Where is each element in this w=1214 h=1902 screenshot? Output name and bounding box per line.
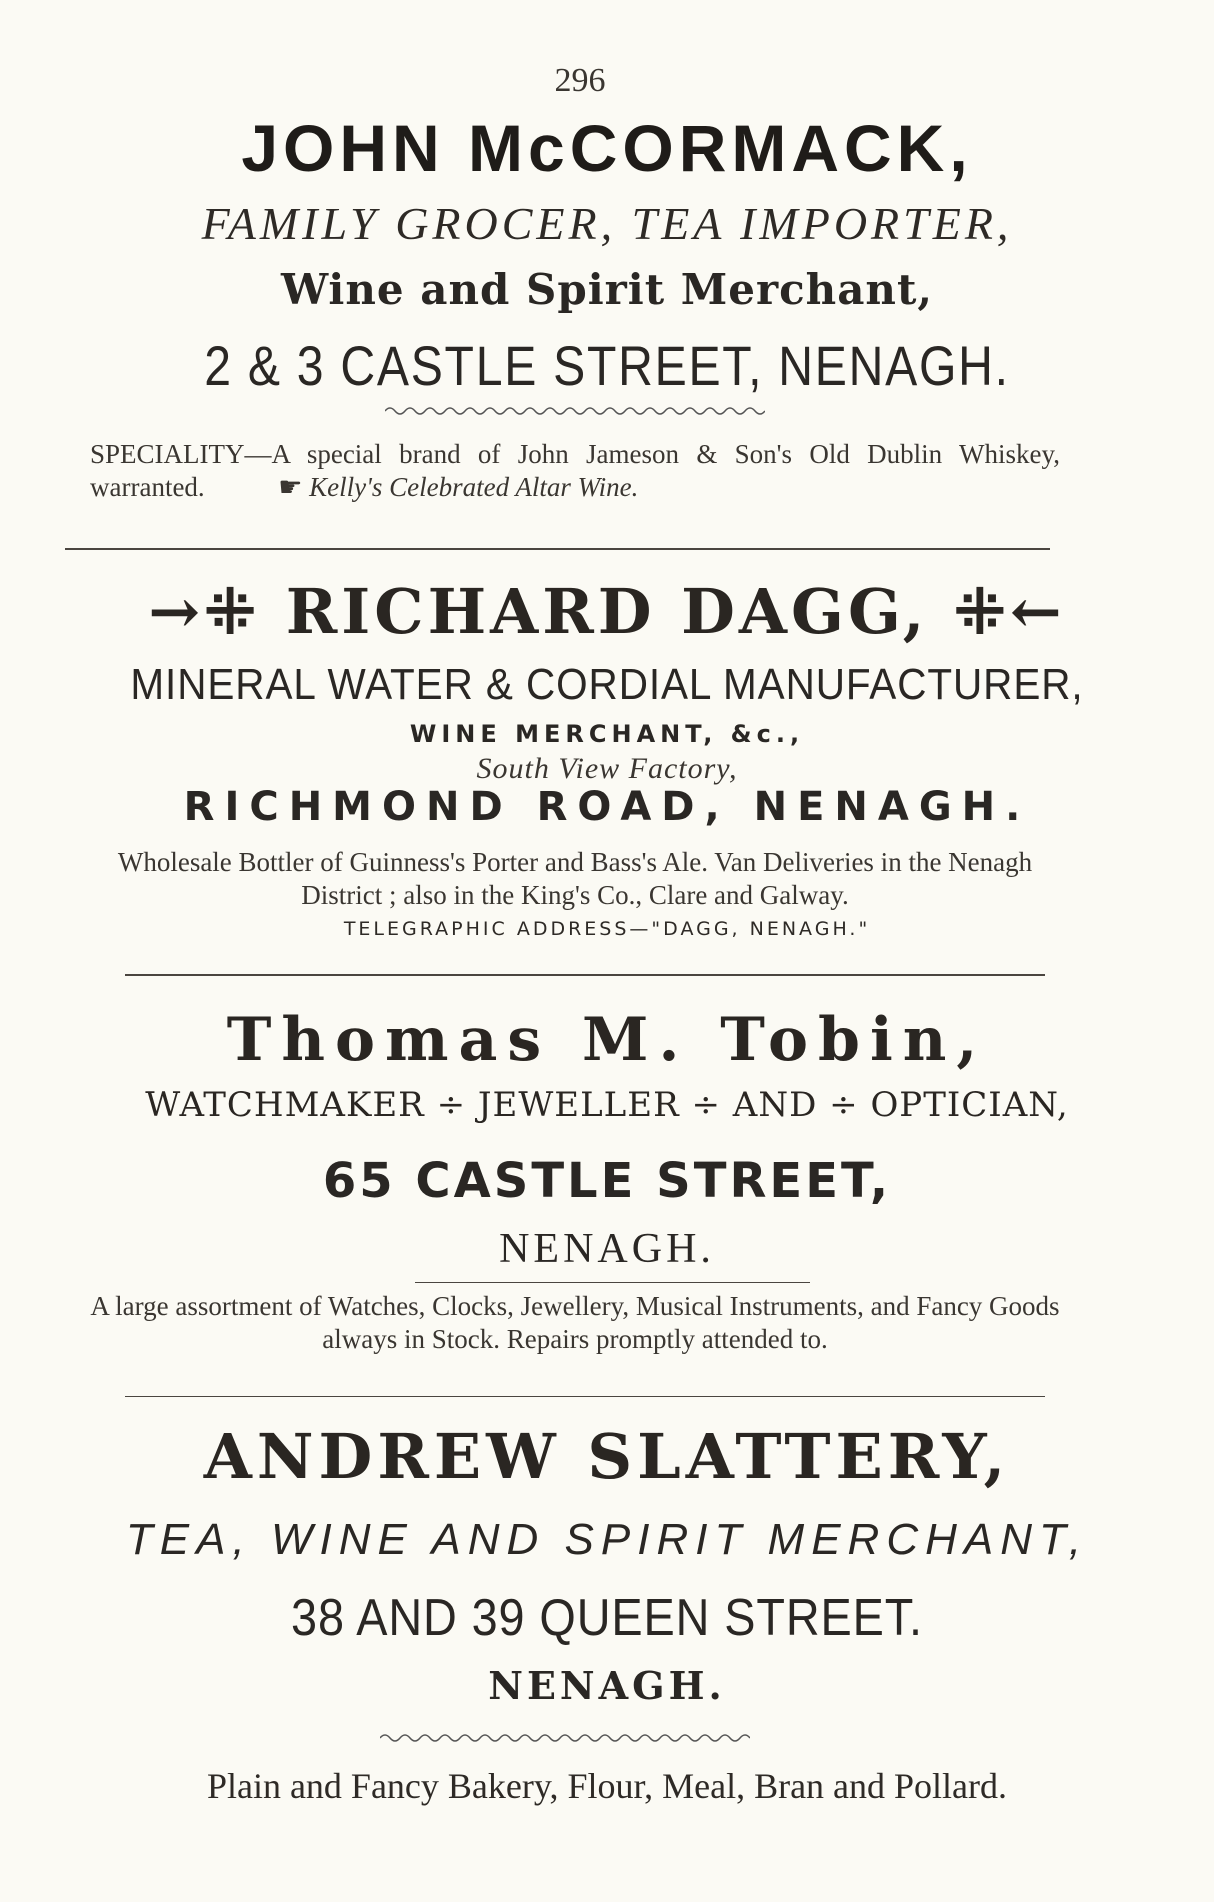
- ad4-footer: Plain and Fancy Bakery, Flour, Meal, Bran and Pollard.: [206, 1766, 1008, 1806]
- ad1-subtitle-2: Wine and Spirit Merchant,: [281, 265, 933, 314]
- ad3-body: A large assortment of Watches, Clocks, Jewellery, Musical Instruments, and Fancy Goods always in Stock. Repairs promptly attended to.: [90, 1291, 1060, 1354]
- ad2-wine-merchant: WINE MERCHANT, &c.,: [409, 720, 805, 748]
- ad2-factory: South View Factory,: [476, 752, 738, 785]
- ad3-short-rule: [415, 1282, 810, 1283]
- page-number: 296: [554, 62, 606, 99]
- ad1-subtitle: FAMILY GROCER, TEA IMPORTER,: [201, 198, 1013, 249]
- ad1-body-italic: Kelly's Celebrated Altar Wine.: [309, 472, 639, 502]
- ad4-address: 38 AND 39 QUEEN STREET.: [291, 1589, 923, 1647]
- ad1-name: JOHN McCORMACK,: [241, 111, 973, 185]
- ad2-name: →⁜ RICHARD DAGG, ⁜←: [148, 575, 1066, 648]
- divider-3: [125, 1396, 1045, 1397]
- ad3-trade: WATCHMAKER ÷ JEWELLER ÷ AND ÷ OPTICIAN,: [145, 1085, 1069, 1125]
- ad1-body: [90, 438, 1060, 504]
- ad4-name: ANDREW SLATTERY,: [203, 1420, 1011, 1493]
- ad3-town: NENAGH.: [499, 1226, 715, 1272]
- divider-2: [125, 974, 1045, 976]
- ad3-name: Thomas M. Tobin,: [226, 1005, 988, 1075]
- divider-1: [65, 548, 1050, 550]
- ad4-subtitle: TEA, WINE AND SPIRIT MERCHANT,: [125, 1515, 1089, 1564]
- ad2-road: RICHMOND ROAD, NENAGH.: [183, 784, 1031, 830]
- ad2-title: MINERAL WATER & CORDIAL MANUFACTURER,: [130, 660, 1084, 709]
- ad3-street: 65 CASTLE STREET,: [322, 1153, 892, 1209]
- ad1-address: 2 & 3 CASTLE STREET, NENAGH.: [204, 334, 1010, 397]
- ad4-wavy-divider: [380, 1731, 750, 1745]
- ad2-body: Wholesale Bottler of Guinness's Porter and Bass's Ale. Van Deliveries in the Nenagh District ; also in the King's Co., Clare and Galway.: [117, 847, 1033, 910]
- ad1-wavy-divider: [385, 404, 765, 418]
- ad2-telegraphic-address: TELEGRAPHIC ADDRESS—"DAGG, NENAGH.": [343, 918, 871, 940]
- ad4-town: NENAGH.: [488, 1663, 726, 1708]
- pointing-hand-icon: ☛: [278, 472, 303, 502]
- ad1-body-plain: SPECIALITY—A special brand of John Jameson & Son's Old Dublin Whiskey, warranted.: [90, 439, 1060, 502]
